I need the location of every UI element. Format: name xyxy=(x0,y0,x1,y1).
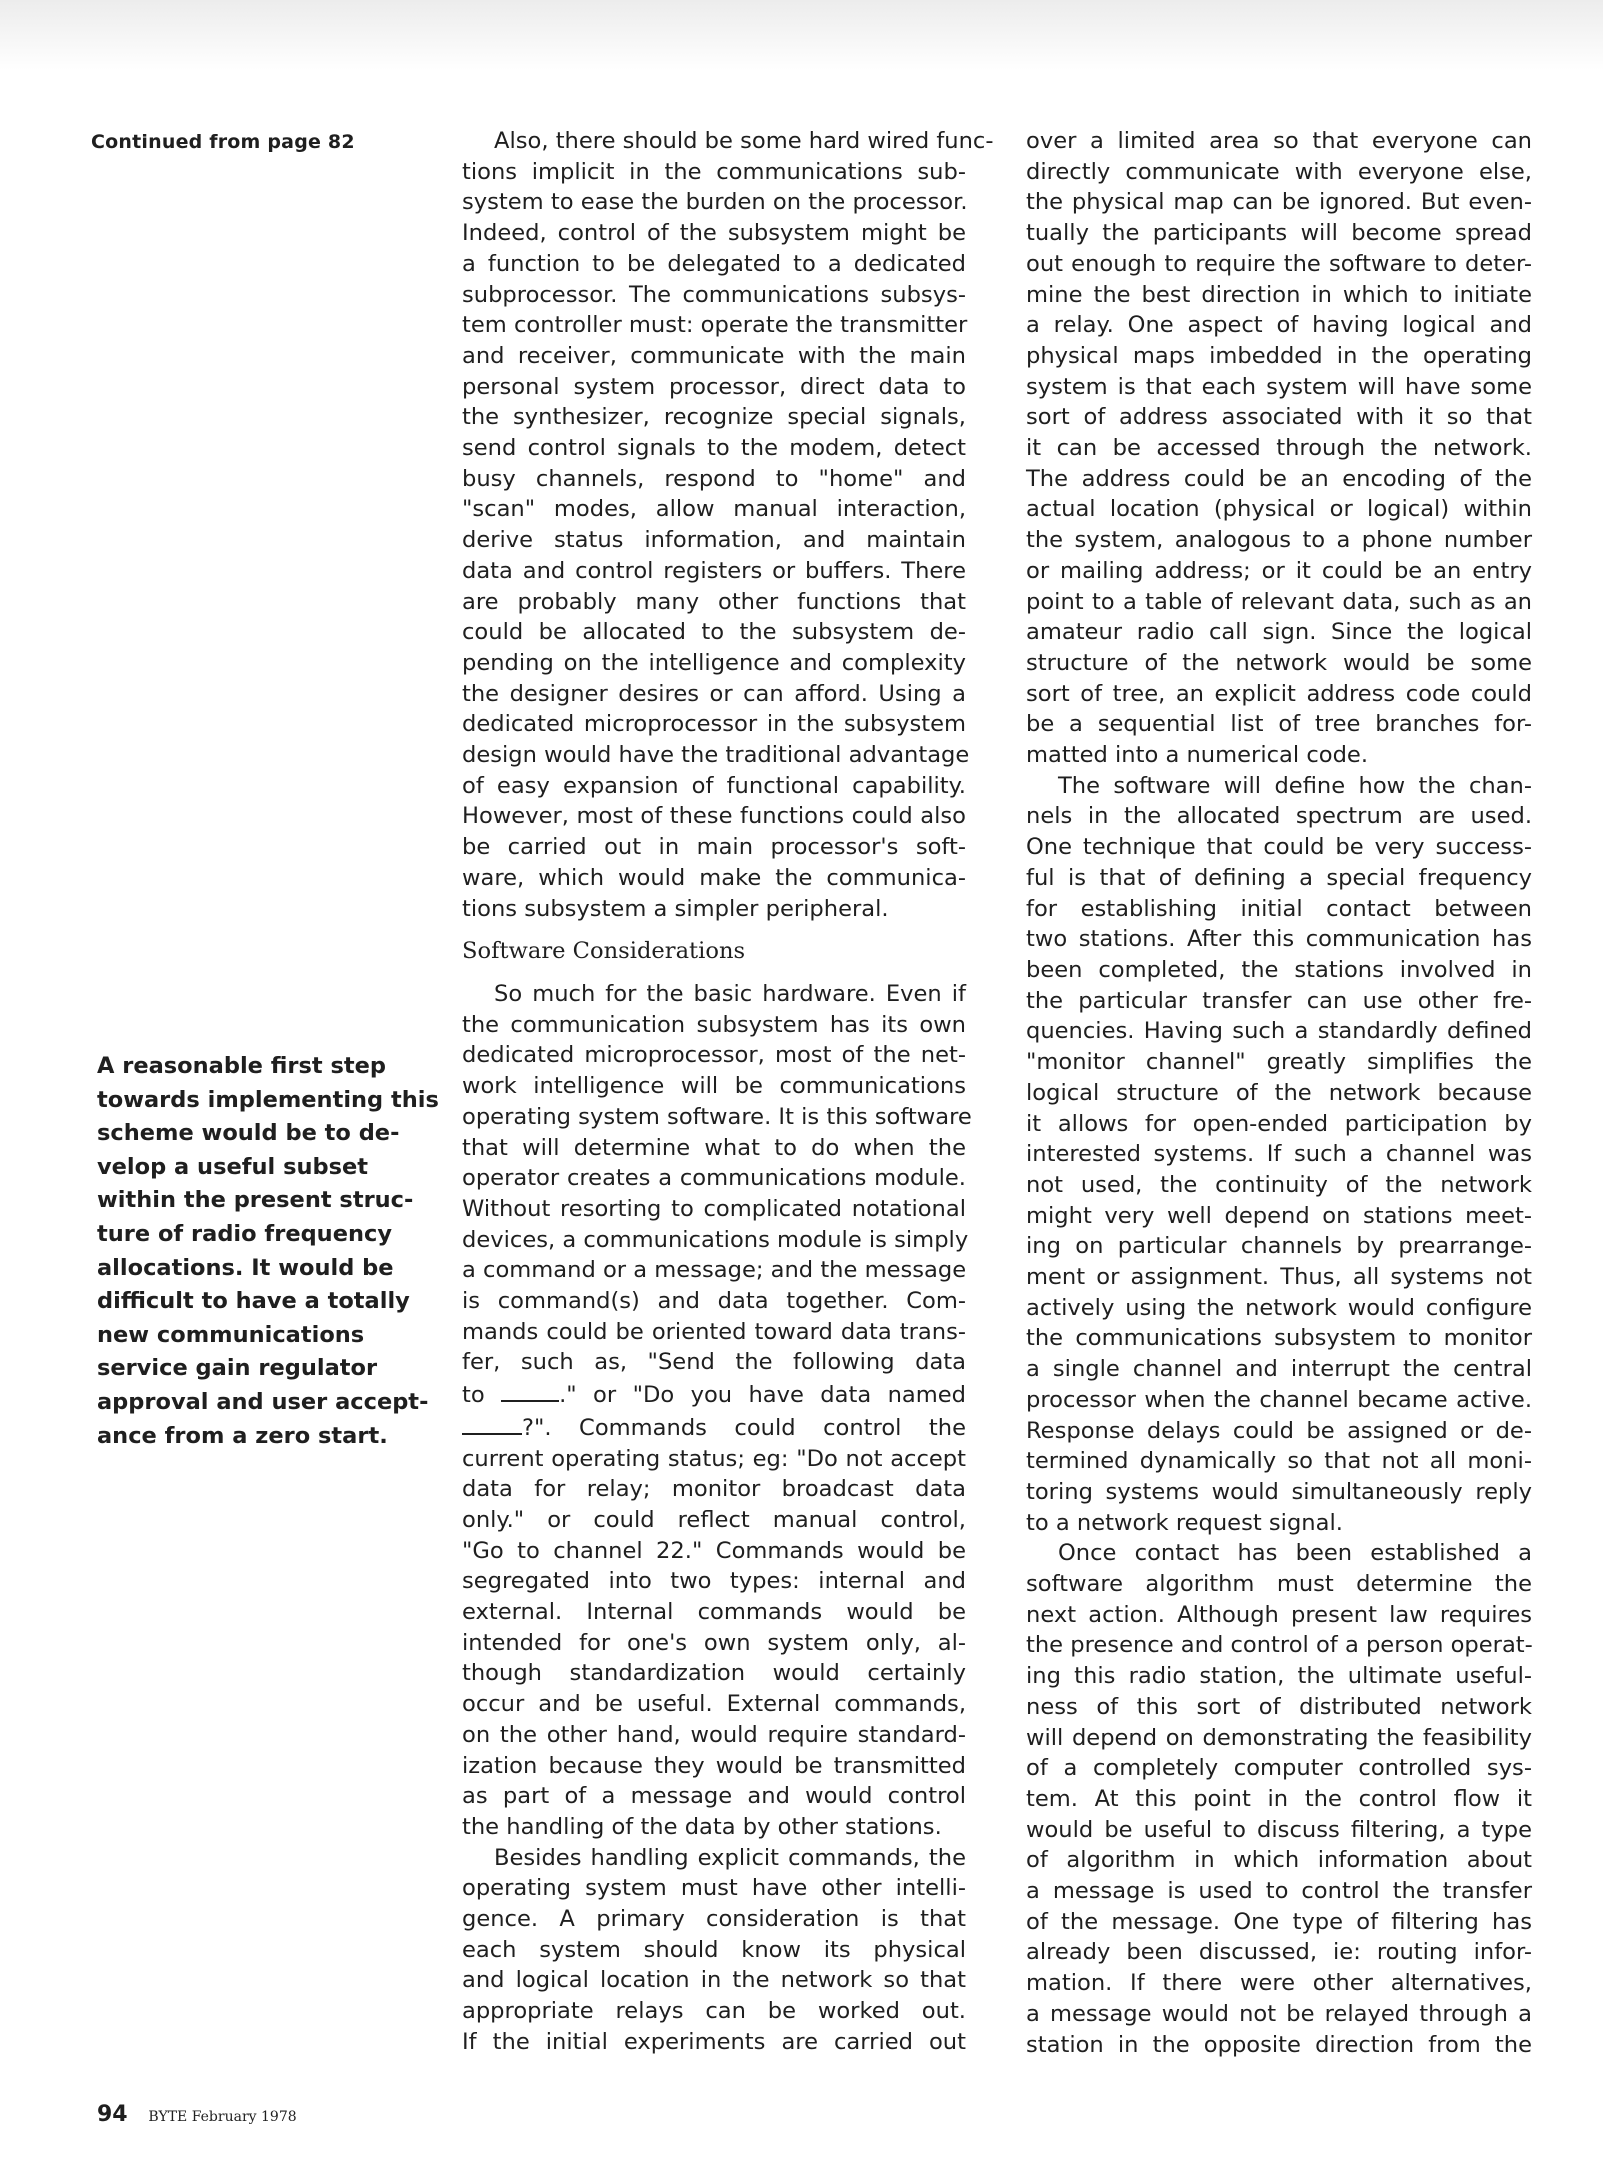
text-line: external. Internal commands would be xyxy=(462,1599,966,1626)
text-fragment: ." or "Do you have data named xyxy=(559,1382,967,1409)
text-line: tem. At this point in the control flow it xyxy=(1026,1785,1532,1812)
page-top-shading xyxy=(0,0,1603,70)
pull-quote-line: A reasonable first step xyxy=(97,1053,387,1079)
text-line: ization because they would be transmitted xyxy=(462,1752,966,1779)
text-line: tions subsystem a simpler peripheral. xyxy=(462,895,889,922)
text-line: actively using the network would configure xyxy=(1026,1294,1532,1321)
text-line: a function to be delegated to a dedicated xyxy=(462,250,966,277)
paragraph-basic-hardware-part2 xyxy=(462,1444,966,1843)
pull-quote xyxy=(97,1050,439,1453)
text-line: work intelligence will be communications xyxy=(462,1073,966,1100)
text-line: a message would not be relayed through a xyxy=(1026,2000,1532,2027)
text-line: to a network request signal. xyxy=(1026,1509,1343,1536)
text-line: and logical location in the network so that xyxy=(462,1967,966,1994)
text-line: ness of this sort of distributed network xyxy=(1026,1693,1532,1720)
text-line: tually the participants will become spread xyxy=(1026,220,1532,247)
text-line: of the message. One type of filtering has xyxy=(1026,1908,1532,1935)
text-line: system to ease the burden on the processor. xyxy=(462,189,968,216)
paragraph-channels xyxy=(1026,771,1532,1539)
text-line: been completed, the stations involved in xyxy=(1026,956,1532,983)
text-line: subprocessor. The communications subsys- xyxy=(462,281,966,308)
text-line: Also, there should be some hard wired func- xyxy=(494,128,994,154)
text-line: "monitor channel" greatly simplifies the xyxy=(1026,1049,1532,1076)
pull-quote-line: scheme would be to de- xyxy=(97,1120,400,1147)
text-line: already been discussed, ie: routing infor- xyxy=(1026,1939,1532,1966)
text-line: mine the best direction in which to initiate xyxy=(1026,281,1532,308)
text-line: "Go to channel 22." Commands would be xyxy=(462,1537,966,1564)
pull-quote-line: velop a useful subset xyxy=(97,1153,368,1180)
text-line: the presence and control of a person operat- xyxy=(1026,1632,1533,1659)
text-line: dedicated microprocessor, most of the net- xyxy=(462,1042,966,1069)
text-line: that will determine what to do when the xyxy=(462,1134,966,1161)
text-line: the communications subsystem to monitor xyxy=(1026,1325,1532,1352)
text-line: gence. A primary consideration is that xyxy=(462,1906,966,1933)
text-line: two stations. After this communication has xyxy=(1026,926,1532,953)
text-line: One technique that could be very success- xyxy=(1026,834,1532,861)
text-line: is command(s) and data together. Com- xyxy=(462,1288,966,1315)
page-number: 94 xyxy=(97,2102,128,2127)
text-line: termined dynamically so that not all moni- xyxy=(1026,1448,1532,1475)
pull-quote-line: towards implementing this xyxy=(97,1086,439,1113)
text-line: pending on the intelligence and complexity xyxy=(462,649,966,676)
text-line: tem controller must: operate the transmitter xyxy=(462,312,968,339)
text-line: or mailing address; or it could be an entry xyxy=(1026,557,1532,584)
text-line: occur and be useful. External commands, xyxy=(462,1691,966,1718)
text-line: a single channel and interrupt the central xyxy=(1026,1356,1532,1383)
page-footer xyxy=(97,2102,297,2127)
text-line: processor when the channel became active. xyxy=(1026,1386,1532,1413)
text-line: and receiver, communicate with the main xyxy=(462,342,966,369)
text-line: intended for one's own system only, al- xyxy=(462,1629,966,1656)
text-line: busy channels, respond to "home" and xyxy=(462,465,966,492)
publication-info: BYTE February 1978 xyxy=(148,2109,297,2125)
text-line: ing on particular channels by prearrange- xyxy=(1026,1233,1532,1260)
text-line: Response delays could be assigned or de- xyxy=(1026,1417,1532,1444)
text-line: tions implicit in the communications sub- xyxy=(462,158,966,185)
text-line-with-blank xyxy=(462,1411,966,1444)
text-line: sort of address associated with it so that xyxy=(1026,404,1532,431)
paragraph-explicit-commands xyxy=(462,1843,966,2058)
article-column-3 xyxy=(1026,126,1532,2060)
text-line: though standardization would certainly xyxy=(462,1660,966,1687)
fill-in-blank xyxy=(462,1411,522,1435)
text-line: the particular transfer can use other fre- xyxy=(1026,987,1532,1014)
text-line: only." or could reflect manual control, xyxy=(462,1506,966,1533)
text-line: matted into a numerical code. xyxy=(1026,742,1368,769)
text-line: each system should know its physical xyxy=(462,1936,966,1963)
text-line: the communication subsystem has its own xyxy=(462,1011,966,1038)
text-line: Besides handling explicit commands, the xyxy=(494,1844,966,1871)
text-line: the designer desires or can afford. Using a xyxy=(462,680,966,707)
text-line: ful is that of defining a special frequency xyxy=(1026,864,1532,891)
text-line: personal system processor, direct data to xyxy=(462,373,966,400)
text-line: out enough to require the software to deter- xyxy=(1026,250,1532,277)
text-line: it can be accessed through the network. xyxy=(1026,435,1532,462)
text-line: If the initial experiments are carried out xyxy=(462,2028,966,2055)
text-line: a message is used to control the transfer xyxy=(1026,1878,1532,1905)
text-line: are probably many other functions that xyxy=(462,588,966,615)
text-line: a command or a message; and the message xyxy=(462,1257,967,1284)
pull-quote-line: within the present struc- xyxy=(97,1187,414,1214)
text-line: of algorithm in which information about xyxy=(1026,1847,1532,1874)
text-line: sort of tree, an explicit address code could xyxy=(1026,680,1532,707)
text-line: not used, the continuity of the network xyxy=(1026,1171,1532,1198)
text-line: However, most of these functions could also xyxy=(462,803,966,830)
continued-from-label: Continued from page 82 xyxy=(91,131,355,153)
text-line: data and control registers or buffers. There xyxy=(462,557,966,584)
text-line: derive status information, and maintain xyxy=(462,527,966,554)
text-line: might very well depend on stations meet- xyxy=(1026,1202,1532,1229)
text-line: for establishing initial contact between xyxy=(1026,895,1532,922)
section-heading-software-considerations: Software Considerations xyxy=(462,938,746,965)
text-fragment: to xyxy=(462,1382,485,1409)
text-line: quencies. Having such a standardly defined xyxy=(1026,1018,1532,1045)
paragraph-hardwired-functions xyxy=(462,126,994,924)
text-line: point to a table of relevant data, such as an xyxy=(1026,588,1532,615)
paragraph-basic-hardware-part1 xyxy=(462,979,972,1378)
pull-quote-line: approval and user accept- xyxy=(97,1388,429,1415)
text-line: mands could be oriented toward data trans- xyxy=(462,1318,966,1345)
text-line: the handling of the data by other stations. xyxy=(462,1813,942,1840)
text-line: amateur radio call sign. Since the logical xyxy=(1026,619,1532,646)
text-line: will depend on demonstrating the feasibility xyxy=(1026,1724,1532,1751)
text-line: The software will define how the chan- xyxy=(1058,772,1532,799)
text-line: Once contact has been established a xyxy=(1058,1540,1532,1567)
paragraph-physical-map xyxy=(1026,126,1532,771)
text-line: operating system must have other intelli- xyxy=(462,1875,966,1902)
text-line: physical maps imbedded in the operating xyxy=(1026,342,1532,369)
text-line: segregated into two types: internal and xyxy=(462,1568,966,1595)
text-line: the physical map can be ignored. But even- xyxy=(1026,189,1532,216)
text-line: be carried out in main processor's soft- xyxy=(462,834,966,861)
text-line-with-blank xyxy=(462,1378,966,1411)
text-line: on the other hand, would require standard- xyxy=(462,1721,966,1748)
text-line: Indeed, control of the subsystem might be xyxy=(462,220,966,247)
text-line: of easy expansion of functional capability. xyxy=(462,772,966,799)
text-line: mation. If there were other alternatives, xyxy=(1026,1970,1532,1997)
text-line: nels in the allocated spectrum are used. xyxy=(1026,803,1532,830)
text-line: operating system software. It is this software xyxy=(462,1103,972,1130)
text-line: structure of the network would be some xyxy=(1026,649,1532,676)
text-line: devices, a communications module is simply xyxy=(462,1226,969,1253)
text-line: data for relay; monitor broadcast data xyxy=(462,1476,966,1503)
text-line: So much for the basic hardware. Even if xyxy=(494,980,966,1007)
text-line: system is that each system will have some xyxy=(1026,373,1532,400)
text-line: it allows for open-ended participation by xyxy=(1026,1110,1532,1137)
text-line: as part of a message and would control xyxy=(462,1783,966,1810)
text-line: current operating status; eg: "Do not accept xyxy=(462,1445,966,1472)
text-line: a relay. One aspect of having logical and xyxy=(1026,312,1532,339)
text-line: appropriate relays can be worked out. xyxy=(462,1998,966,2025)
text-line: over a limited area so that everyone can xyxy=(1026,128,1532,154)
pull-quote-line: difficult to have a totally xyxy=(97,1288,410,1315)
text-line: next action. Although present law requires xyxy=(1026,1601,1532,1628)
text-fragment: ?". Commands could control the xyxy=(522,1414,966,1441)
text-line: fer, such as, "Send the following data xyxy=(462,1349,966,1376)
text-line: station in the opposite direction from the xyxy=(1026,2031,1532,2058)
paragraph-filtering xyxy=(1026,1538,1532,2060)
text-line: directly communicate with everyone else, xyxy=(1026,158,1532,185)
text-line: dedicated microprocessor in the subsystem xyxy=(462,711,966,738)
fill-in-blank xyxy=(501,1378,559,1402)
text-line: logical structure of the network because xyxy=(1026,1079,1532,1106)
pull-quote-line: ture of radio frequency xyxy=(97,1220,392,1247)
text-line: software algorithm must determine the xyxy=(1026,1571,1532,1598)
text-line: send control signals to the modem, detect xyxy=(462,435,966,462)
pull-quote-line: service gain regulator xyxy=(97,1355,378,1382)
text-line: Without resorting to complicated notational xyxy=(462,1195,966,1222)
text-line: operator creates a communications module. xyxy=(462,1165,966,1192)
text-line: be a sequential list of tree branches for- xyxy=(1026,711,1532,738)
text-line: The address could be an encoding of the xyxy=(1026,465,1532,492)
text-line: interested systems. If such a channel was xyxy=(1026,1141,1532,1168)
paragraph-basic-hardware xyxy=(462,979,972,1843)
text-line: of a completely computer controlled sys- xyxy=(1026,1755,1532,1782)
text-line: actual location (physical or logical) within xyxy=(1026,496,1532,523)
text-line: ing this radio station, the ultimate useful- xyxy=(1026,1663,1532,1690)
article-column-2 xyxy=(462,126,994,2058)
pull-quote-line: new communications xyxy=(97,1321,365,1348)
text-line: would be useful to discuss filtering, a type xyxy=(1026,1816,1532,1843)
text-line: ware, which would make the communica- xyxy=(462,864,966,891)
text-line: the synthesizer, recognize special signals, xyxy=(462,404,966,431)
text-line: could be allocated to the subsystem de- xyxy=(462,619,966,646)
text-line: design would have the traditional advantage xyxy=(462,742,970,769)
pull-quote-line: ance from a zero start. xyxy=(97,1422,388,1449)
text-line: "scan" modes, allow manual interaction, xyxy=(462,496,966,523)
text-line: the system, analogous to a phone number xyxy=(1026,527,1532,554)
pull-quote-line: allocations. It would be xyxy=(97,1254,394,1281)
text-line: ment or assignment. Thus, all systems not xyxy=(1026,1264,1532,1291)
text-line: toring systems would simultaneously reply xyxy=(1026,1478,1532,1505)
